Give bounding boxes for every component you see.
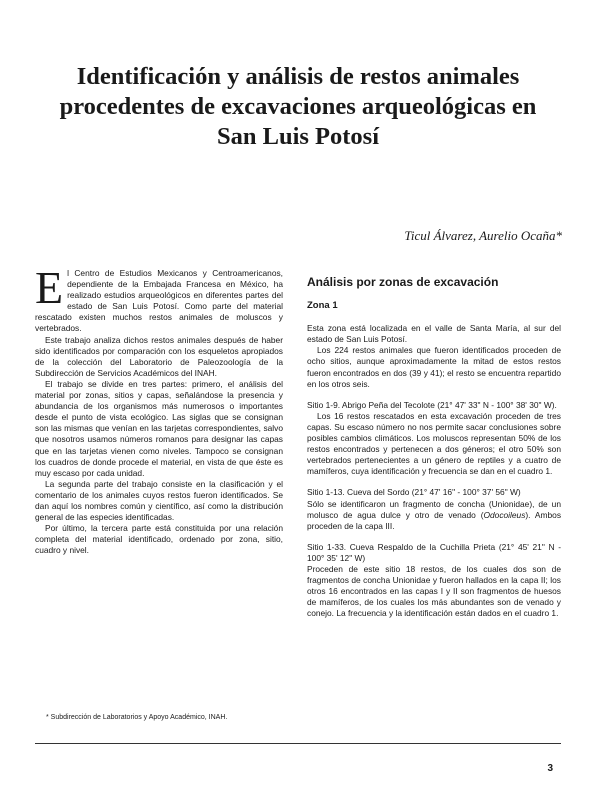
subsection-heading: Zona 1 (307, 300, 338, 312)
paragraph-5: Por último, la tercera parte está constituida por una relación completa del material identificado, ordenado por zona, sitio, cuadro y nivel. (35, 523, 283, 556)
site-1-9-body: Los 16 restos rescatados en esta excavación proceden de tres capas. Su escaso número no nos permite sacar conclusiones sobre posibles cambios climáticos. Los moluscos representan 50% de los restos encontrados y pertenecen a dos géneros; el otro 50% son vertebrados pertenecientes a un género de reptiles y a cuatro de mamíferos, cuya identificación y frecuencia se dan en el cuadro 1. (307, 410, 561, 477)
intro-text: l Centro de Estudios Mexicanos y Centroamericanos, dependiente de la Embajada Francesa en México, ha realizado estudios arqueológicos en diferentes partes del estado de San Luis Potosí. Como parte del material rescatado existen muchos restos animales de moluscos y vertebrados. (35, 268, 283, 334)
drop-cap: E (35, 262, 64, 313)
site-1-13-text-a: Sólo se identificaron un fragmento de concha (Unionidae), de un molusco de agua dulce y otro de venado ( (307, 498, 561, 520)
site-1-13-heading: Sitio 1-13. Cueva del Sordo (21° 47' 16" - 100° 37' 56" W) (307, 487, 521, 498)
site-1-13-text-b: ). Ambos proceden de la capa III. (307, 509, 562, 531)
page-number: 3 (547, 763, 553, 774)
zone-paragraph-1: Esta zona está localizada en el valle de Santa María, al sur del estado de San Luis Potosí. (307, 323, 561, 345)
right-column (307, 277, 561, 619)
author-line: Ticul Álvarez, Aurelio Ocaña* (404, 228, 562, 243)
paragraph-4: La segunda parte del trabajo consiste en la clasificación y el comentario de los animales cuyos restos fueron identificados. Se dan aquí los nombres común y científico, así como la distribución general de las especies identificadas. (35, 478, 283, 523)
paragraph-3: El trabajo se divide en tres partes: primero, el análisis del material por zonas, sitios y capas, señalándose la presencia y abundancia de los organismos más numerosos o importantes desde el punto de vista ecológico. Las siglas que se consignan son las mismas que venían en las tarjetas correspondientes, salvo que nosotros usamos números romanos para designar las capas que en las tarjetas vienen como niveles. Tampoco se consignan los cuadros de donde procede el material, en vista de que éste es muy escaso por cada unidad. (35, 378, 283, 478)
site-1-9-heading: Sitio 1-9. Abrigo Peña del Tecolote (21° 47' 33" N - 100° 38' 30" W). (307, 399, 557, 410)
footer-rule (35, 743, 561, 744)
footnote: * Subdirección de Laboratorios y Apoyo Académico, INAH. (46, 714, 228, 721)
section-heading: Análisis por zonas de excavación (307, 275, 499, 289)
intro-paragraph (35, 262, 283, 335)
article-title: Identificación y análisis de restos animales procedentes de excavaciones arqueológicas en San Luis Potosí (59, 63, 537, 150)
zone-paragraph-2: Los 224 restos animales que fueron identificados proceden de ocho sitios, aunque aproximadamente la mitad de estos restos fueron encontrados en dos (39 y 41); el resto se encuentra repartido en los otros seis. (307, 345, 561, 389)
site-1-33-body: Proceden de este sitio 18 restos, de los cuales dos son de fragmentos de concha Unionidae y fueron hallados en la capa II; los otros 16 encontrados en las capas I y II son fragmentos de huesos de mamíferos, de los cuales los más abundantes son de venado y conejo. La frecuencia y la identificación están dados en el cuadro 1. (307, 563, 561, 619)
site-1-33-heading: Sitio 1-33. Cueva Respaldo de la Cuchilla Prieta (21° 45' 21" N - 100° 35' 12" W) (307, 541, 561, 563)
site-1-13-body (307, 499, 561, 532)
paragraph-2: Este trabajo analiza dichos restos animales después de haber sido identificados por comparación con los esqueletos apropiados de la colección del Laboratorio de Paleozoología de la Subdirección de Servicios Académicos del INAH. (35, 334, 283, 378)
species-name: Odocoileus (483, 509, 526, 520)
left-column (35, 262, 283, 556)
